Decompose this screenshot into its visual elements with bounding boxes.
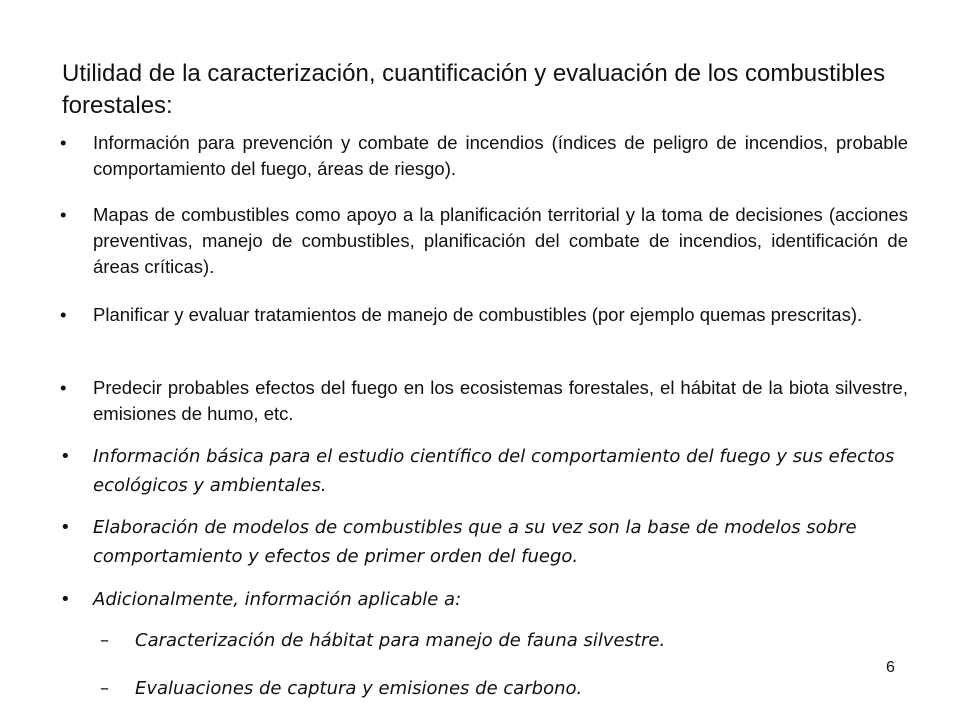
list-item-text: Elaboración de modelos de combustibles que a su vez son la base de modelos sobre comportamiento y efectos de primer orden del fuego.: [93, 517, 857, 567]
list-item-text: Predecir probables efectos del fuego en los ecosistemas forestales, el hábitat de la biota silvestre, emisiones de humo, etc.: [93, 377, 908, 424]
sub-list-item-text: Evaluaciones de captura y emisiones de carbono.: [135, 678, 583, 699]
list-item: [60, 585, 910, 614]
bullet-icon: •: [60, 304, 67, 325]
sub-list-item-text: Caracterización de hábitat para manejo de fauna silvestre.: [135, 630, 666, 651]
bullet-icon: •: [60, 132, 67, 153]
bullet-icon: •: [60, 377, 67, 398]
bullet-icon: •: [60, 589, 71, 610]
list-item-text: Adicionalmente, información aplicable a:: [93, 589, 462, 610]
list-item-text: Información para prevención y combate de incendios (índices de peligro de incendios, probable comportamiento del fuego, áreas de riesgo).: [93, 132, 908, 179]
list-item-text: Mapas de combustibles como apoyo a la planificación territorial y la toma de decisiones (acciones preventivas, manejo de combustibles, planificación del combate de incendios, identificación de áreas críticas).: [93, 204, 908, 277]
list-item: [60, 375, 910, 427]
list-item: [60, 442, 910, 500]
list-item-text: Planificar y evaluar tratamientos de manejo de combustibles (por ejemplo quemas prescritas).: [93, 304, 863, 325]
list-item-text: Información básica para el estudio científico del comportamiento del fuego y sus efectos ecológicos y ambientales.: [93, 446, 895, 496]
bullet-icon: •: [60, 517, 71, 538]
bullet-icon: •: [60, 446, 71, 467]
bullet-icon: •: [60, 204, 67, 225]
list-item: [60, 302, 910, 354]
dash-icon: –: [100, 630, 109, 651]
dash-icon: –: [100, 678, 109, 699]
sub-list-item: [100, 626, 900, 655]
list-item: [60, 513, 910, 571]
list-item: [60, 202, 910, 280]
page-number: 6: [886, 659, 895, 676]
sub-list-item: [100, 674, 900, 703]
list-item: [60, 130, 910, 182]
slide-title: Utilidad de la caracterización, cuantificación y evaluación de los combustibles forestales:: [62, 60, 886, 119]
